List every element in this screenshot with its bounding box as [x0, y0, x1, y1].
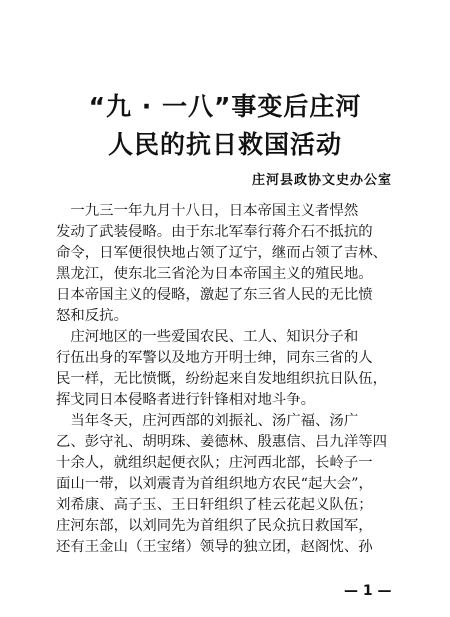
body-line: 日本帝国主义的侵略，激起了东三省人民的无比愤: [56, 287, 373, 303]
page-number: — 1 —: [344, 583, 392, 599]
body-line: 命令，日军便很快地占领了辽宁，继而占领了吉林、: [56, 245, 387, 261]
body-line: 当年冬天，庄河西部的刘振礼、汤广福、汤广: [56, 413, 359, 429]
body-text: [56, 201, 401, 558]
title-line-1: “九 · 一八”事变后庄河: [88, 92, 362, 121]
body-line: 怒和反抗。: [56, 308, 128, 324]
body-line: 刘希康、高子玉、王日轩组织了桂云花起义队伍；: [56, 497, 373, 513]
body-line: 挥戈同日本侵略者进行针锋相对地斗争。: [56, 392, 316, 408]
body-line: 民一样，无比愤慨，纷纷起来自发地组织抗日队伍，: [56, 371, 387, 387]
body-line: 一九三一年九月十八日，日本帝国主义者悍然: [56, 203, 359, 219]
body-line: 黑龙江，使东北三省沦为日本帝国主义的殖民地。: [56, 266, 373, 282]
body-line: 行伍出身的军警以及地方开明士绅，同东三省的人: [56, 350, 373, 366]
body-line: 十余人，就组织起便衣队；庄河西北部，长岭子一: [56, 455, 373, 471]
body-line: 乙、彭守礼、胡明珠、姜德林、殷惠信、吕九洋等四: [56, 434, 387, 450]
body-line: 发动了武装侵略。由于东北军奉行蒋介石不抵抗的: [56, 224, 373, 240]
body-line: 还有王金山（王宝绪）领导的独立团，赵阁忱、孙: [56, 539, 373, 555]
title-line-2: 人民的抗日救国活动: [107, 130, 342, 159]
body-line: 面山一带，以刘震青为首组织地方农民“起大会”，: [56, 476, 373, 492]
body-line: 庄河东部，以刘同先为首组织了民众抗日救国军，: [56, 518, 373, 534]
author-line: 庄河县政协文史办公室: [251, 173, 392, 188]
body-line: 庄河地区的一些爱国农民、工人、知识分子和: [56, 329, 359, 345]
